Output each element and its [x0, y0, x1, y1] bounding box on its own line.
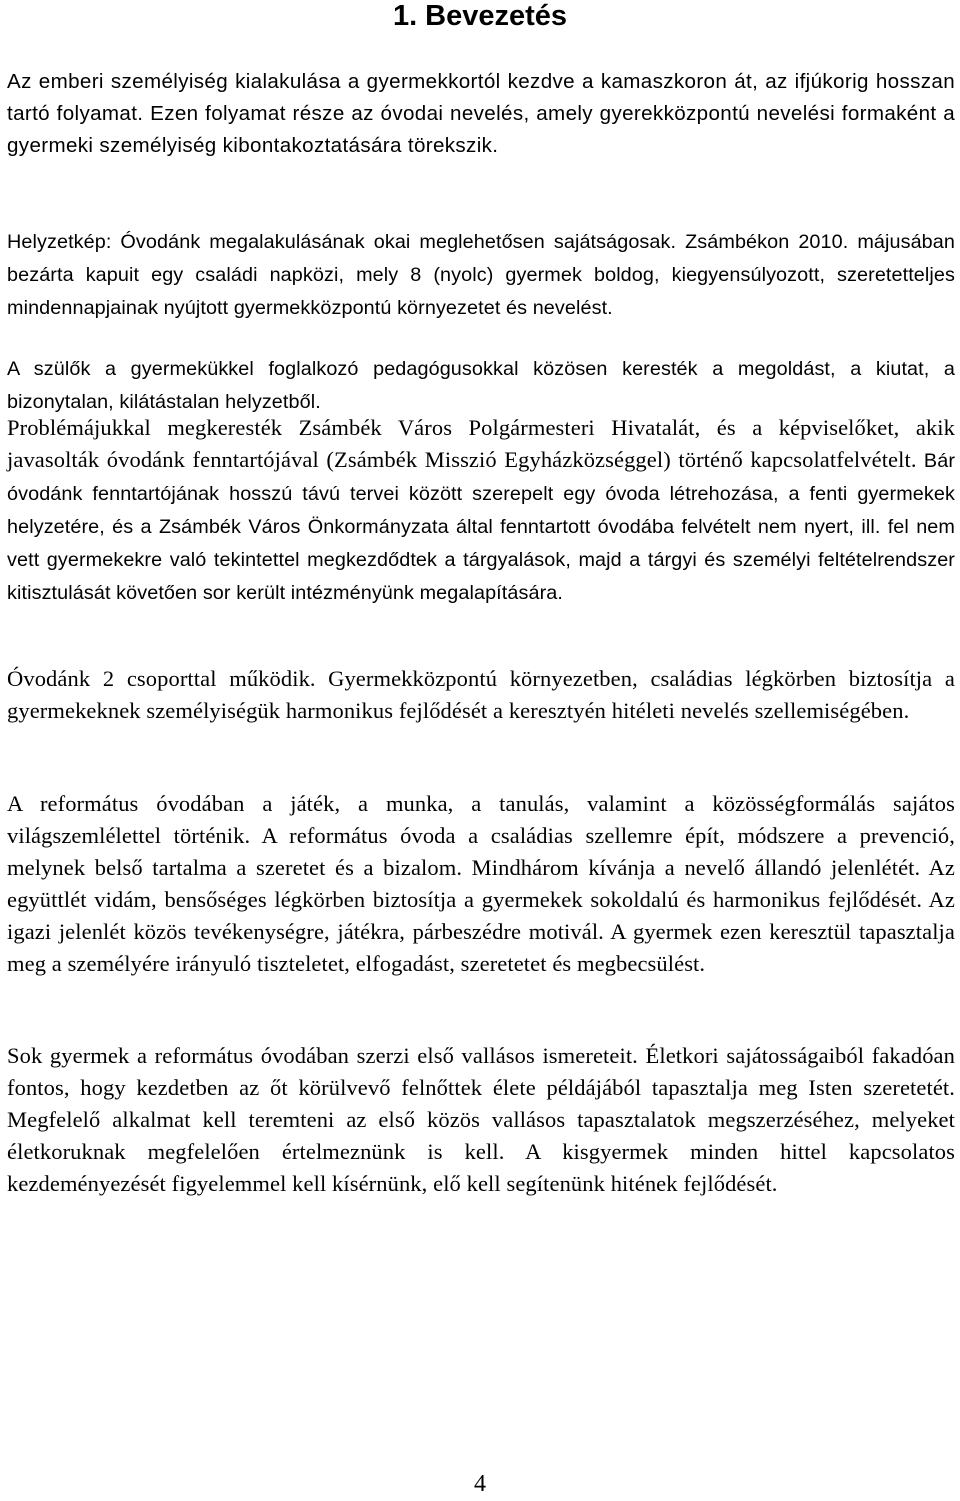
groups-text-serif: Óvodánk 2 csoporttal működik. [7, 666, 316, 691]
religious-experience-paragraph: Sok gyermek a református óvodában szerzi első vallásos ismereteit. Életkori sajátosságaiból fakadóan fontos, hogy kezdetben az őt körülvevő felnőttek élete példájából tapasztalja meg Isten szeretetét. Megfelelő alkalmat kell teremteni az első közös vallásos tapasztalatok megszerzéséhez, melyeket életkoruknak megfelelően értelmeznünk is kell. A kisgyermek minden hittel kapcsolatos kezdeményezését figyelemmel kell kísérnünk, elő kell segítenünk hitének fejlődését. [7, 1043, 955, 1196]
parents-text: A szülők a gyermekükkel foglalkozó pedagógusokkal közösen keresték a megoldást, a kiutat, a bizonytalan, kilátástalan helyzetből. [7, 358, 955, 413]
page-number: 4 [474, 1471, 486, 1497]
founding-text-serif: Problémájukkal megkeresték Zsámbék Város Polgármesteri Hivatalát, és a képviselőket, akik javasolták óvodánk fenntartójával (Zsámbék Misszió Egyházközséggel) történő kapcsolatfelvételt. [7, 415, 955, 472]
situation-paragraph [7, 225, 955, 324]
founding-text-sans: Bár óvodánk fenntartójának hosszú távú tervei között szerepelt egy óvoda létrehozása, a fenti gyermekek helyzetére, és a Zsámbék Város Önkormányzata által fenntartott óvodába felvételt nem nyert, ill. fel nem vett gyermekekre való tekintettel megkezdődtek a tárgyalások, majd a tárgyi és személyi feltételrendszer kitisztulását követően sor került intézményünk megalapítására. [7, 450, 956, 604]
intro-paragraph: Az emberi személyiség kialakulása a gyermekkortól kezdve a kamaszkoron át, az ifjúkorig hosszan tartó folyamat. Ezen folyamat része az óvodai nevelés, amely gyerekközpontú nevelési formaként a gyermeki személyiség kibontakoztatására törekszik. [7, 70, 955, 157]
groups-paragraph [7, 663, 955, 727]
groups-text-rest: Gyermekközpontú környezetben, családias légkörben biztosítja a gyermekeknek személyiségük harmonikus fejlődését a keresztyén hitéleti nevelés szellemiségében. [7, 666, 955, 723]
founding-paragraph [7, 412, 955, 609]
parents-paragraph [7, 352, 955, 418]
section-heading: 1. Bevezetés [392, 0, 568, 32]
situation-text: Helyzetkép: Óvodánk megalakulásának okai meglehetősen sajátságosak. Zsámbékon 2010. májusában bezárta kapuit egy családi napközi, mely 8 (nyolc) gyermek boldog, kiegyensúlyozott, szeretetteljes mindennapjainak nyújtott gyermekközpontú környezetet és nevelést. [7, 231, 955, 319]
reformed-kindergarten-paragraph: A református óvodában a játék, a munka, a tanulás, valamint a közösségformálás sajátos világszemlélettel történik. A református óvoda a családias szellemre épít, módszere a prevenció, melynek belső tartalma a szeretet és a bizalom. Mindhárom kívánja a nevelő állandó jelenlétét. Az együttlét vidám, bensőséges légkörben biztosítja a gyermekek sokoldalú és harmonikus fejlődését. Az igazi jelenlét közös tevékenységre, játékra, párbeszédre motivál. A gyermek ezen keresztül tapasztalja meg a személyére irányuló tiszteletet, elfogadást, szeretetet és megbecsülést. [7, 791, 955, 976]
